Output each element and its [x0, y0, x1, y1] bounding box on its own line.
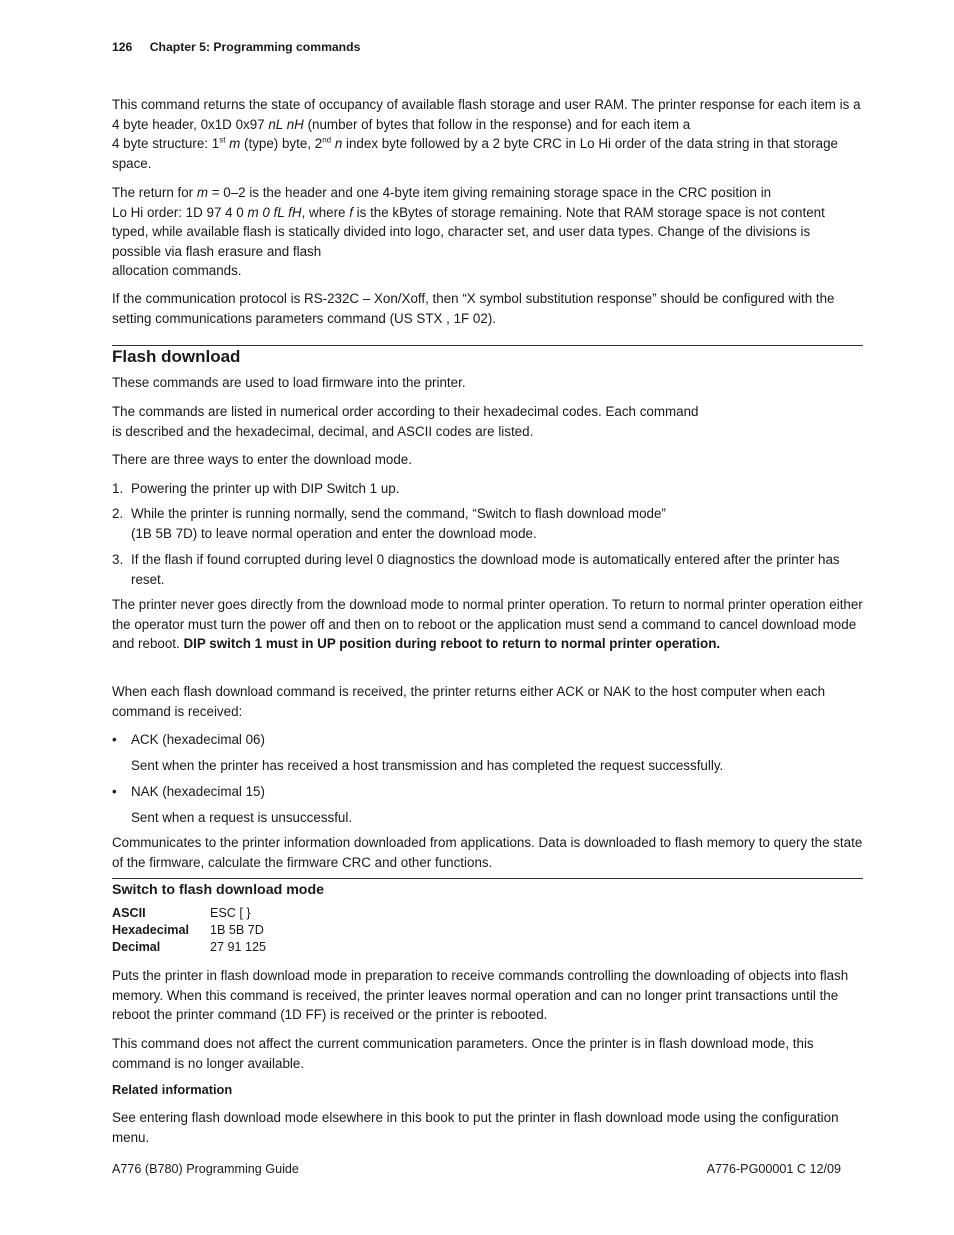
- flash-paragraph-6: Communicates to the printer information downloaded from applications. Data is downloaded to flash memory to query the state of the firmware, calculate the firmware CRC and other functions.: [112, 835, 863, 870]
- command-heading: Switch to flash download mode: [112, 882, 325, 898]
- code-row: ASCII ESC [ }: [112, 906, 251, 920]
- bullet-item: • NAK (hexadecimal 15): [112, 784, 265, 799]
- list-item: 1. Powering the printer up with DIP Switch 1 up.: [112, 481, 400, 496]
- intro-paragraph-1: This command returns the state of occupancy of available flash storage and user RAM. The printer response for each item is a 4 byte header, 0x1D 0x97 nL nH (number of bytes that follow in the response) and for each item a 4 byte structure: 1st m (type) byte, 2nd n index byte followed by a 2 byte CRC in Lo Hi order of the data string in that storage space.: [112, 97, 861, 171]
- bullet-description: Sent when the printer has received a host transmission and has completed the request successfully.: [131, 758, 724, 773]
- command-paragraph-1: Puts the printer in flash download mode in preparation to receive commands controlling the downloading of objects into flash memory. When this command is received, the printer leaves normal operation and can no longer print transactions until the reboot the printer command (1D FF) is received or the printer is rebooted.: [112, 968, 849, 1022]
- section-heading: Flash download: [112, 347, 241, 366]
- chapter-title: Chapter 5: Programming commands: [149, 40, 361, 54]
- intro-paragraph-3: If the communication protocol is RS-232C – Xon/Xoff, then “X symbol substitution response” should be configured with the setting communications parameters command (US STX , 1F 02).: [112, 291, 835, 326]
- code-row: Decimal 27 91 125: [112, 940, 267, 954]
- list-item: 3. If the flash if found corrupted during level 0 diagnostics the download mode is automatically entered after the printer has reset.: [112, 552, 840, 587]
- command-paragraph-2: This command does not affect the current communication parameters. Once the printer is in flash download mode, this command is no longer available.: [112, 1036, 814, 1071]
- intro-paragraph-2: The return for m = 0–2 is the header and one 4-byte item giving remaining storage space in the CRC position in Lo Hi order: 1D 97 4 0 m 0 fL fH, where f is the kBytes of storage remaining. Note that RAM storage space is not content typed, while available flash is statically divided into logo, character set, and user data types. Change of the divisions is possible via flash erasure and flash allocation commands.: [112, 185, 825, 278]
- flash-paragraph-1: These commands are used to load firmware into the printer.: [112, 375, 466, 390]
- list-item: 2. While the printer is running normally, send the command, “Switch to flash download mode” (1B 5B 7D) to leave normal operation and enter the download mode.: [112, 506, 666, 541]
- footer-right: A776-PG00001 C 12/09: [706, 1162, 841, 1176]
- command-divider: [112, 878, 863, 879]
- page-number: 126: [112, 40, 133, 54]
- footer-left: A776 (B780) Programming Guide: [112, 1162, 299, 1176]
- related-paragraph: See entering flash download mode elsewhere in this book to put the printer in flash download mode using the configuration menu.: [112, 1110, 839, 1145]
- flash-paragraph-2: The commands are listed in numerical order according to their hexadecimal codes. Each command is described and the hexadecimal, decimal, and ASCII codes are listed.: [112, 404, 699, 439]
- running-header: [112, 40, 360, 54]
- flash-paragraph-4: The printer never goes directly from the download mode to normal printer operation. To return to normal printer operation either the operator must turn the power off and then on to reboot or the application must send a command to cancel download mode and reboot. DIP switch 1 must in UP position during reboot to return to normal printer operation.: [112, 597, 863, 651]
- command-codes: [112, 905, 863, 956]
- related-heading: Related information: [112, 1082, 233, 1097]
- bullet-item: • ACK (hexadecimal 06): [112, 732, 265, 747]
- code-row: Hexadecimal 1B 5B 7D: [112, 923, 264, 937]
- flash-paragraph-5: When each flash download command is received, the printer returns either ACK or NAK to the host computer when each command is received:: [112, 684, 826, 719]
- flash-paragraph-3: There are three ways to enter the download mode.: [112, 452, 412, 467]
- section-divider: [112, 345, 863, 346]
- bullet-description: Sent when a request is unsuccessful.: [131, 810, 353, 825]
